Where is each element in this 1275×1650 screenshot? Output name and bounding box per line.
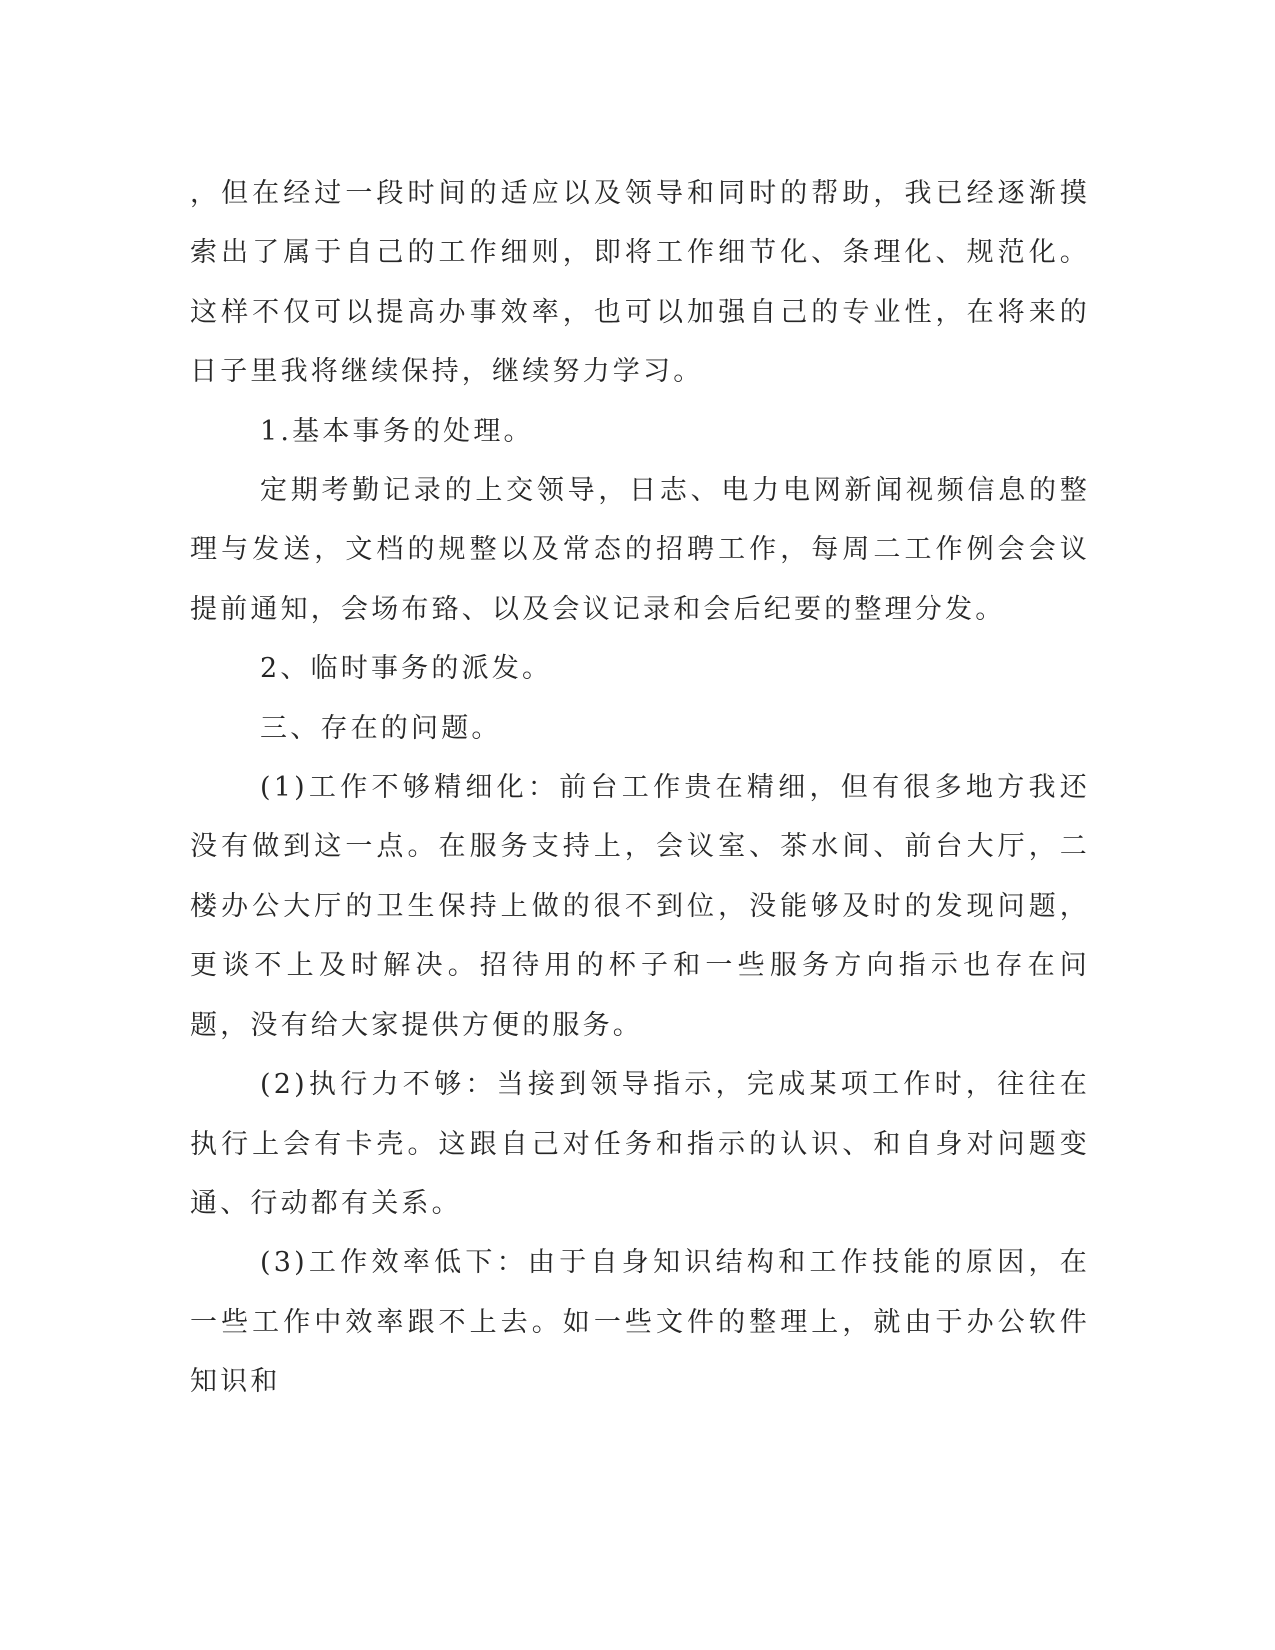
document-body <box>190 164 1090 1412</box>
paragraph-basic-affairs-heading: 1.基本事务的处理。 <box>260 415 534 447</box>
section-heading-problems: 三、存在的问题。 <box>260 712 502 744</box>
paragraph-problem-3: (3)工作效率低下：由于自身知识结构和工作技能的原因，在一些工作中效率跟不上去。如一些文件的整理上，就由于办公软件知识和 <box>190 1247 1090 1398</box>
paragraph-problem-2: (2)执行力不够：当接到领导指示，完成某项工作时，往往在执行上会有卡壳。这跟自己对任务和指示的认识、和自身对问题变通、行动都有关系。 <box>190 1069 1090 1219</box>
paragraph-basic-affairs-detail: 定期考勤记录的上交领导，日志、电力电网新闻视频信息的整理与发送，文档的规整以及常态的招聘工作，每周二工作例会会议提前通知，会场布臵、以及会议记录和会后纪要的整理分发。 <box>190 475 1090 625</box>
paragraph-problem-1: (1)工作不够精细化：前台工作贵在精细，但有很多地方我还没有做到这一点。在服务支持上，会议室、茶水间、前台大厅，二楼办公大厅的卫生保持上做的很不到位，没能够及时的发现问题，更谈不上及时解决。招待用的杯子和一些服务方向指示也存在问题，没有给大家提供方便的服务。 <box>190 772 1090 1041</box>
paragraph-continuation: ，但在经过一段时间的适应以及领导和同时的帮助，我已经逐渐摸索出了属于自己的工作细则，即将工作细节化、条理化、规范化。这样不仅可以提高办事效率，也可以加强自己的专业性，在将来的日子里我将继续保持，继续努力学习。 <box>190 178 1090 388</box>
paragraph-temporary-affairs-heading: 2、临时事务的派发。 <box>260 653 553 685</box>
